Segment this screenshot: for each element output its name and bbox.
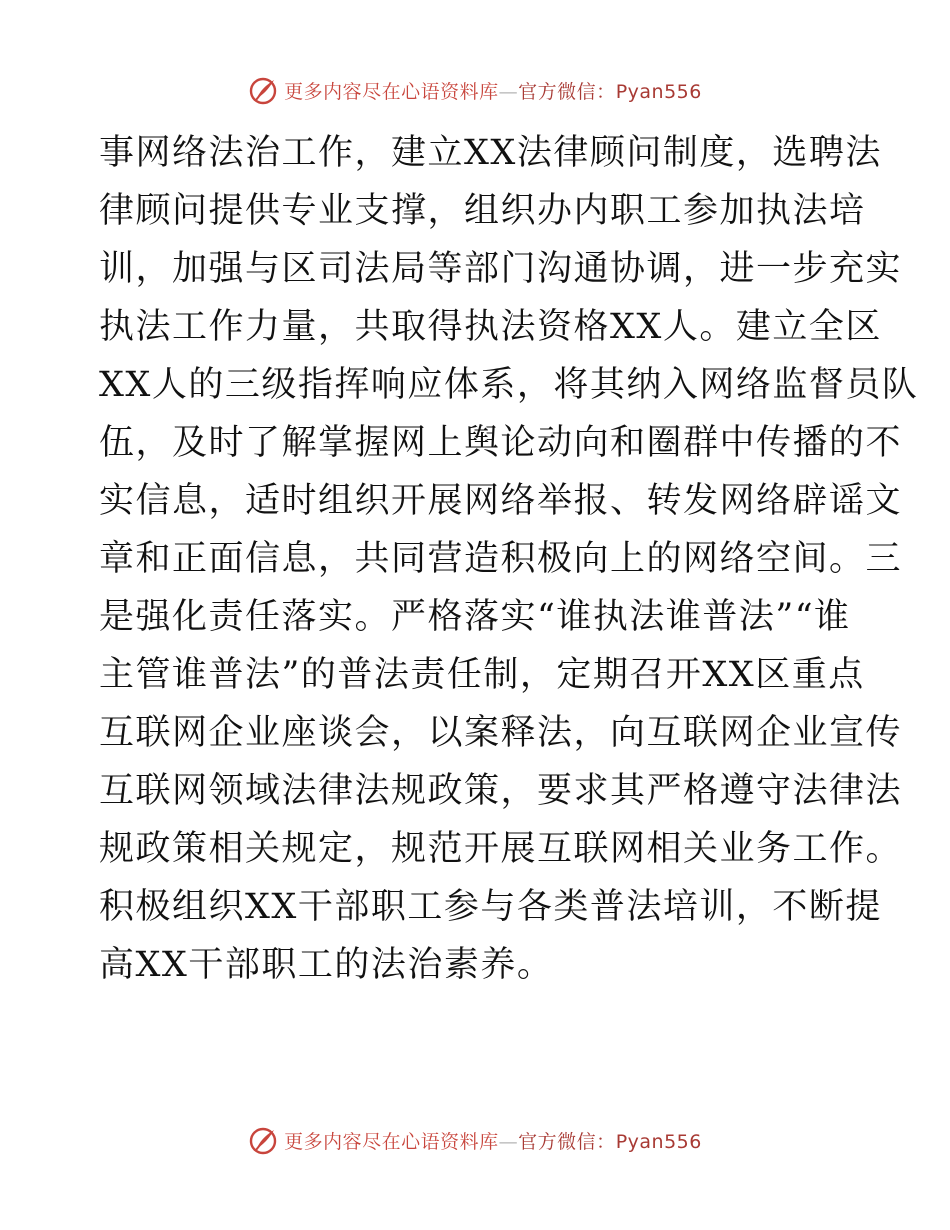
footer-separator: — (498, 1130, 519, 1153)
footer-wechat-id: Pyan556 (615, 1130, 702, 1153)
header-banner-text (284, 77, 702, 104)
body-line: 规政策相关规定，规范开展互联网相关业务工作。 (99, 829, 903, 869)
document-body (99, 124, 919, 994)
footer-banner-text (284, 1127, 702, 1154)
footer-wechat-label: 官方微信： (518, 1130, 616, 1153)
body-line: 伍，及时了解掌握网上舆论动向和圈群中传播的不 (99, 423, 903, 463)
header-site-text: 更多内容尽在心语资料库 (284, 80, 499, 103)
body-line: 积极组织XX干部职工参与各类普法培训，不断提 (99, 887, 882, 927)
body-line: 互联网领域法律法规政策，要求其严格遵守法律法 (99, 771, 903, 811)
body-line: 律顾问提供专业支撑，组织办内职工参加执法培 (99, 191, 866, 231)
body-line: 实信息，适时组织开展网络举报、转发网络辟谣文 (99, 481, 903, 521)
header-banner (0, 70, 950, 110)
header-wechat-id: Pyan556 (615, 80, 702, 103)
quill-pen-logo-icon (248, 75, 278, 105)
body-line: 事网络法治工作，建立XX法律顾问制度，选聘法 (99, 133, 882, 173)
body-line: XX人的三级指挥响应体系，将其纳入网络监督员队 (99, 365, 919, 405)
header-separator: — (498, 80, 519, 103)
header-wechat-label: 官方微信： (518, 80, 616, 103)
footer-site-text: 更多内容尽在心语资料库 (284, 1130, 499, 1153)
body-line: 高XX干部职工的法治素养。 (99, 945, 554, 985)
body-line: 训，加强与区司法局等部门沟通协调，进一步充实 (99, 249, 903, 289)
footer-banner (0, 1120, 950, 1160)
quill-pen-logo-icon (248, 1125, 278, 1155)
body-line: 执法工作力量，共取得执法资格XX人。建立全区 (99, 307, 882, 347)
body-line: 章和正面信息，共同营造积极向上的网络空间。三 (99, 539, 903, 579)
body-line: 是强化责任落实。严格落实“谁执法谁普法”“谁 (99, 597, 851, 637)
body-line: 互联网企业座谈会，以案释法，向互联网企业宣传 (99, 713, 903, 753)
body-line: 主管谁普法”的普法责任制，定期召开XX区重点 (99, 655, 865, 695)
